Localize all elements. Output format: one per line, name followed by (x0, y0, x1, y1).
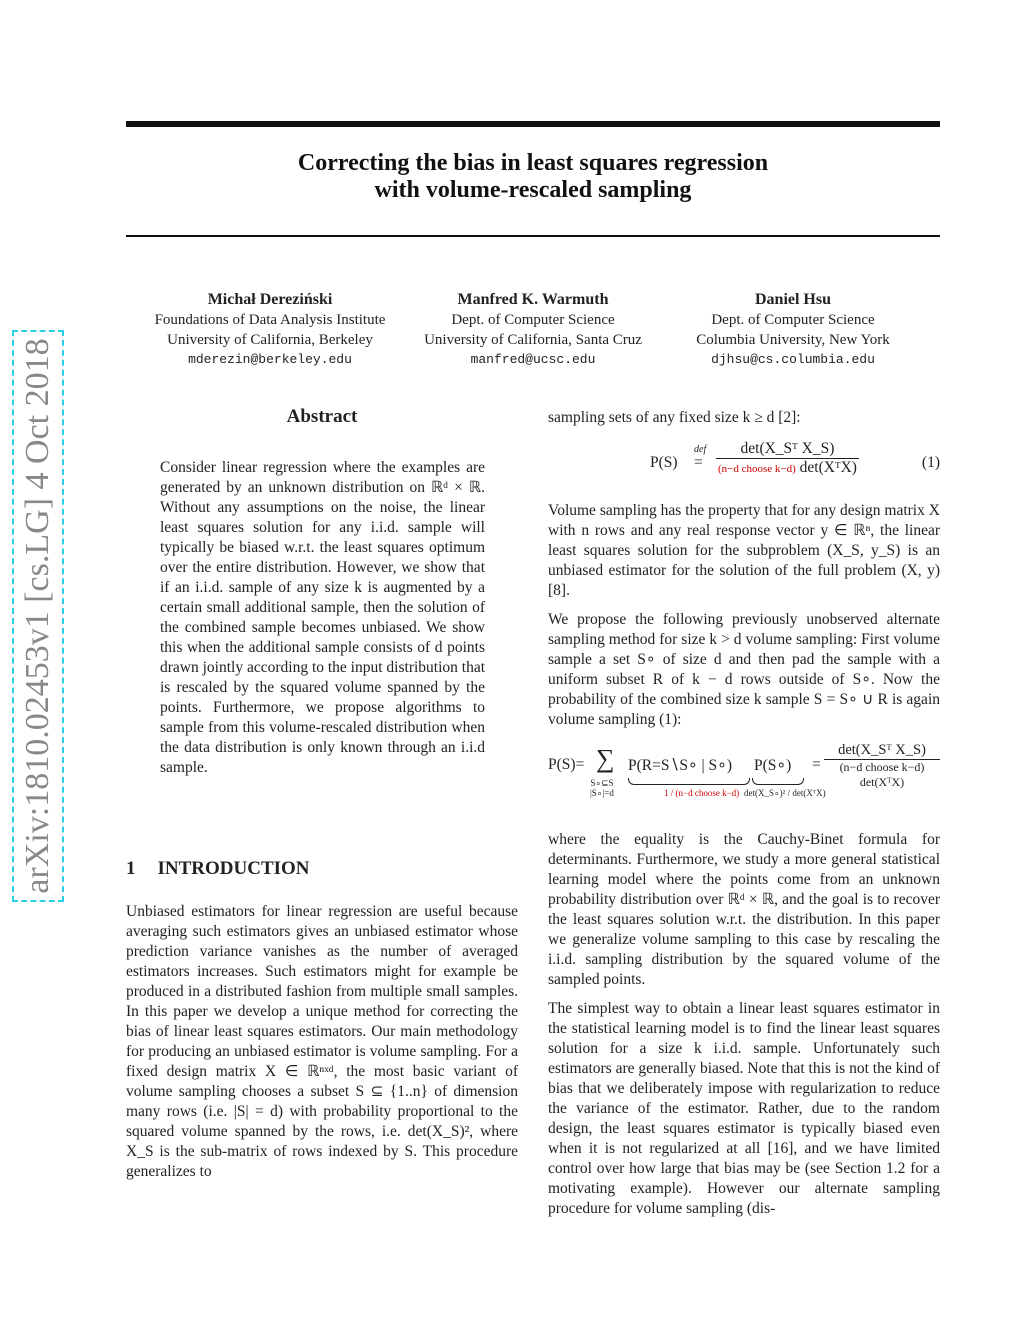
author-email[interactable]: mderezin@berkeley.edu (188, 352, 352, 367)
author-affiliation: Dept. of Computer Science (451, 312, 615, 328)
section-number: 1 (126, 858, 136, 879)
intro-left-column (126, 902, 518, 1191)
eq2-rhs-numerator: det(X_Sᵀ X_S) (824, 742, 940, 760)
arxiv-id: arXiv:1810.02453v1 [cs.LG] 4 Oct 2018 (19, 338, 56, 894)
equation-2: P(S)= ∑ S∘⊆S |S∘|=d P(R=S∖S∘ | S∘) 1 / (n−d choose k−d) P(S∘) det(X_S∘)² / det(XᵀX) = det(X_Sᵀ X_S) (n−d choose k−d) det(XᵀX) (548, 740, 940, 820)
eq2-term-1: P(R=S∖S∘ | S∘) (628, 757, 733, 774)
paragraph-propose: We propose the following previously unobserved alternate sampling method for size k > d volume sampling: First volume sample a set S∘ of size d and then pad the sample with a uniform subset R of k − d rows outside of S∘. Now the probability of the combined size k sample S = S∘ ∪ R is again volume sampling (1): (548, 611, 940, 728)
intro-paragraph: Unbiased estimators for linear regression are useful because averaging such estimators gives an unbiased estimator whose prediction variance vanishes as the number of averaged estimators increases. Such estimators might for example be produced in a distributed fashion from multiple small samples. In this paper we develop a unique method for correcting the bias of linear least squares estimators. Our main methodology for producing an unbiased estimator is volume sampling. For a fixed design matrix X ∈ ℝⁿˣᵈ, the most basic variant of volume sampling chooses a subset S ⊆ {1..n} of dimension many rows (i.e. |S| = d) with probability proportional to the squared volume spanned by the rows, i.e. det(X_S)², where X_S is the sub-matrix of rows indexed by S. This procedure generalizes to (126, 903, 518, 1180)
paragraph-cauchy-binet: where the equality is the Cauchy-Binet formula for determinants. Furthermore, we study a more general statistical learning model where the points come from an unknown probability distribution over ℝᵈ × ℝ, and the goal is to recover the least squares solution w.r.t. the distribution. In this paper we generalize volume sampling to this case by rescaling the i.i.d. sampling distribution by the squared volume of the sampled points. (548, 831, 940, 988)
author-email[interactable]: manfred@ucsc.edu (470, 352, 596, 367)
eq2-brace-1: 1 / (n−d choose k−d) (664, 788, 740, 798)
eq2-term-2: P(S∘) (754, 757, 792, 774)
equation-1: P(S) def = det(X_Sᵀ X_S) (n−d choose k−d) det(XᵀX) (1) (650, 440, 940, 476)
author-block-2 (405, 289, 661, 370)
eq1-binomial: (n−d choose k−d) (718, 463, 796, 475)
eq1-def-label: def (694, 444, 707, 455)
eq2-sum-under2: |S∘|=d (590, 788, 614, 798)
eq1-denominator: det(XᵀX) (799, 459, 857, 476)
abstract-body (160, 458, 485, 787)
abstract-heading: Abstract (286, 406, 358, 427)
paragraph-volume-sampling: Volume sampling has the property that for any design matrix X with n rows and any real response vector y ∈ ℝⁿ, the linear least squares solution for the subproblem (X_S, y_S) is an unbiased estimator for the solution of the full problem (X, y) [8]. (548, 502, 940, 599)
section-heading (126, 858, 310, 880)
eq1-fraction (716, 440, 859, 477)
title-line-1: Correcting the bias in least squares regression (297, 150, 769, 176)
author-block-1 (137, 289, 403, 370)
eq2-rhs-fraction (824, 742, 940, 790)
eq1-lhs: P(S) (650, 454, 678, 471)
title-line-2: with volume-rescaled sampling (374, 177, 692, 203)
author-block-3 (675, 289, 911, 370)
right-column-body-1 (548, 501, 940, 739)
eq1-number: (1) (921, 454, 940, 471)
title-bottom-rule (126, 235, 940, 237)
eq2-sum-index (590, 778, 614, 798)
author-name: Manfred K. Warmuth (457, 291, 609, 308)
author-affiliation: Foundations of Data Analysis Institute (154, 312, 386, 328)
top-rule (126, 121, 940, 127)
author-name: Michał Dereziński (207, 291, 333, 308)
abstract-text: Consider linear regression where the examples are generated by an unknown distribution on ℝᵈ × ℝ. Without any assumptions on the noise, the linear least squares solution for any i.i.d. sample will typically be biased w.r.t. the least squares optimum over the entire distribution. However, we show that if an i.i.d. sample of any size k is augmented by a certain small additional sample, then the solution of the combined sample becomes unbiased. We show this when the additional sample consists of d points drawn jointly according to the input distribution that is rescaled by the squared volume spanned by the points. Furthermore, we propose algorithms to sample from this volume-rescaled distribution when the data distribution is only known through an i.i.d sample. (160, 459, 486, 776)
author-affiliation: Columbia University, New York (696, 332, 890, 348)
eq2-brace-2: det(X_S∘)² / det(XᵀX) (744, 788, 826, 798)
eq2-lhs: P(S)= (548, 756, 585, 773)
right-intro (548, 408, 940, 437)
paragraph-simplest: The simplest way to obtain a linear least squares estimator in the statistical learning model is to find the linear least squares solution for a size k i.i.d. sample. Unfortunately such estimators are generally biased. Note that this is not the kind of bias that we deliberately impose with regularization to reduce the variance of the estimator. Rather, due to the random design, the least squares estimator is typically biased even when it is not regularized at all [16], and we have limited control over how large that bias may be (see Section 1.2 for a motivating example). However our alternate sampling procedure for volume sampling (dis- (548, 1000, 940, 1217)
right-intro-text: sampling sets of any fixed size k ≥ d [2]: (548, 409, 801, 426)
eq2-rhs-denominator: (n−d choose k−d) det(XᵀX) (839, 760, 925, 789)
right-column-body-2 (548, 830, 940, 1228)
author-affiliation: Dept. of Computer Science (711, 312, 875, 328)
author-affiliation: University of California, Santa Cruz (424, 332, 642, 348)
eq2-sum-under: S∘⊆S (590, 778, 614, 788)
section-title: INTRODUCTION (157, 858, 310, 879)
paper-title (126, 150, 940, 204)
arxiv-stamp[interactable] (12, 330, 64, 902)
eq1-numerator: det(X_Sᵀ X_S) (716, 440, 859, 459)
author-affiliation: University of California, Berkeley (167, 332, 373, 348)
author-name: Daniel Hsu (754, 291, 831, 308)
author-email[interactable]: djhsu@cs.columbia.edu (711, 352, 875, 367)
